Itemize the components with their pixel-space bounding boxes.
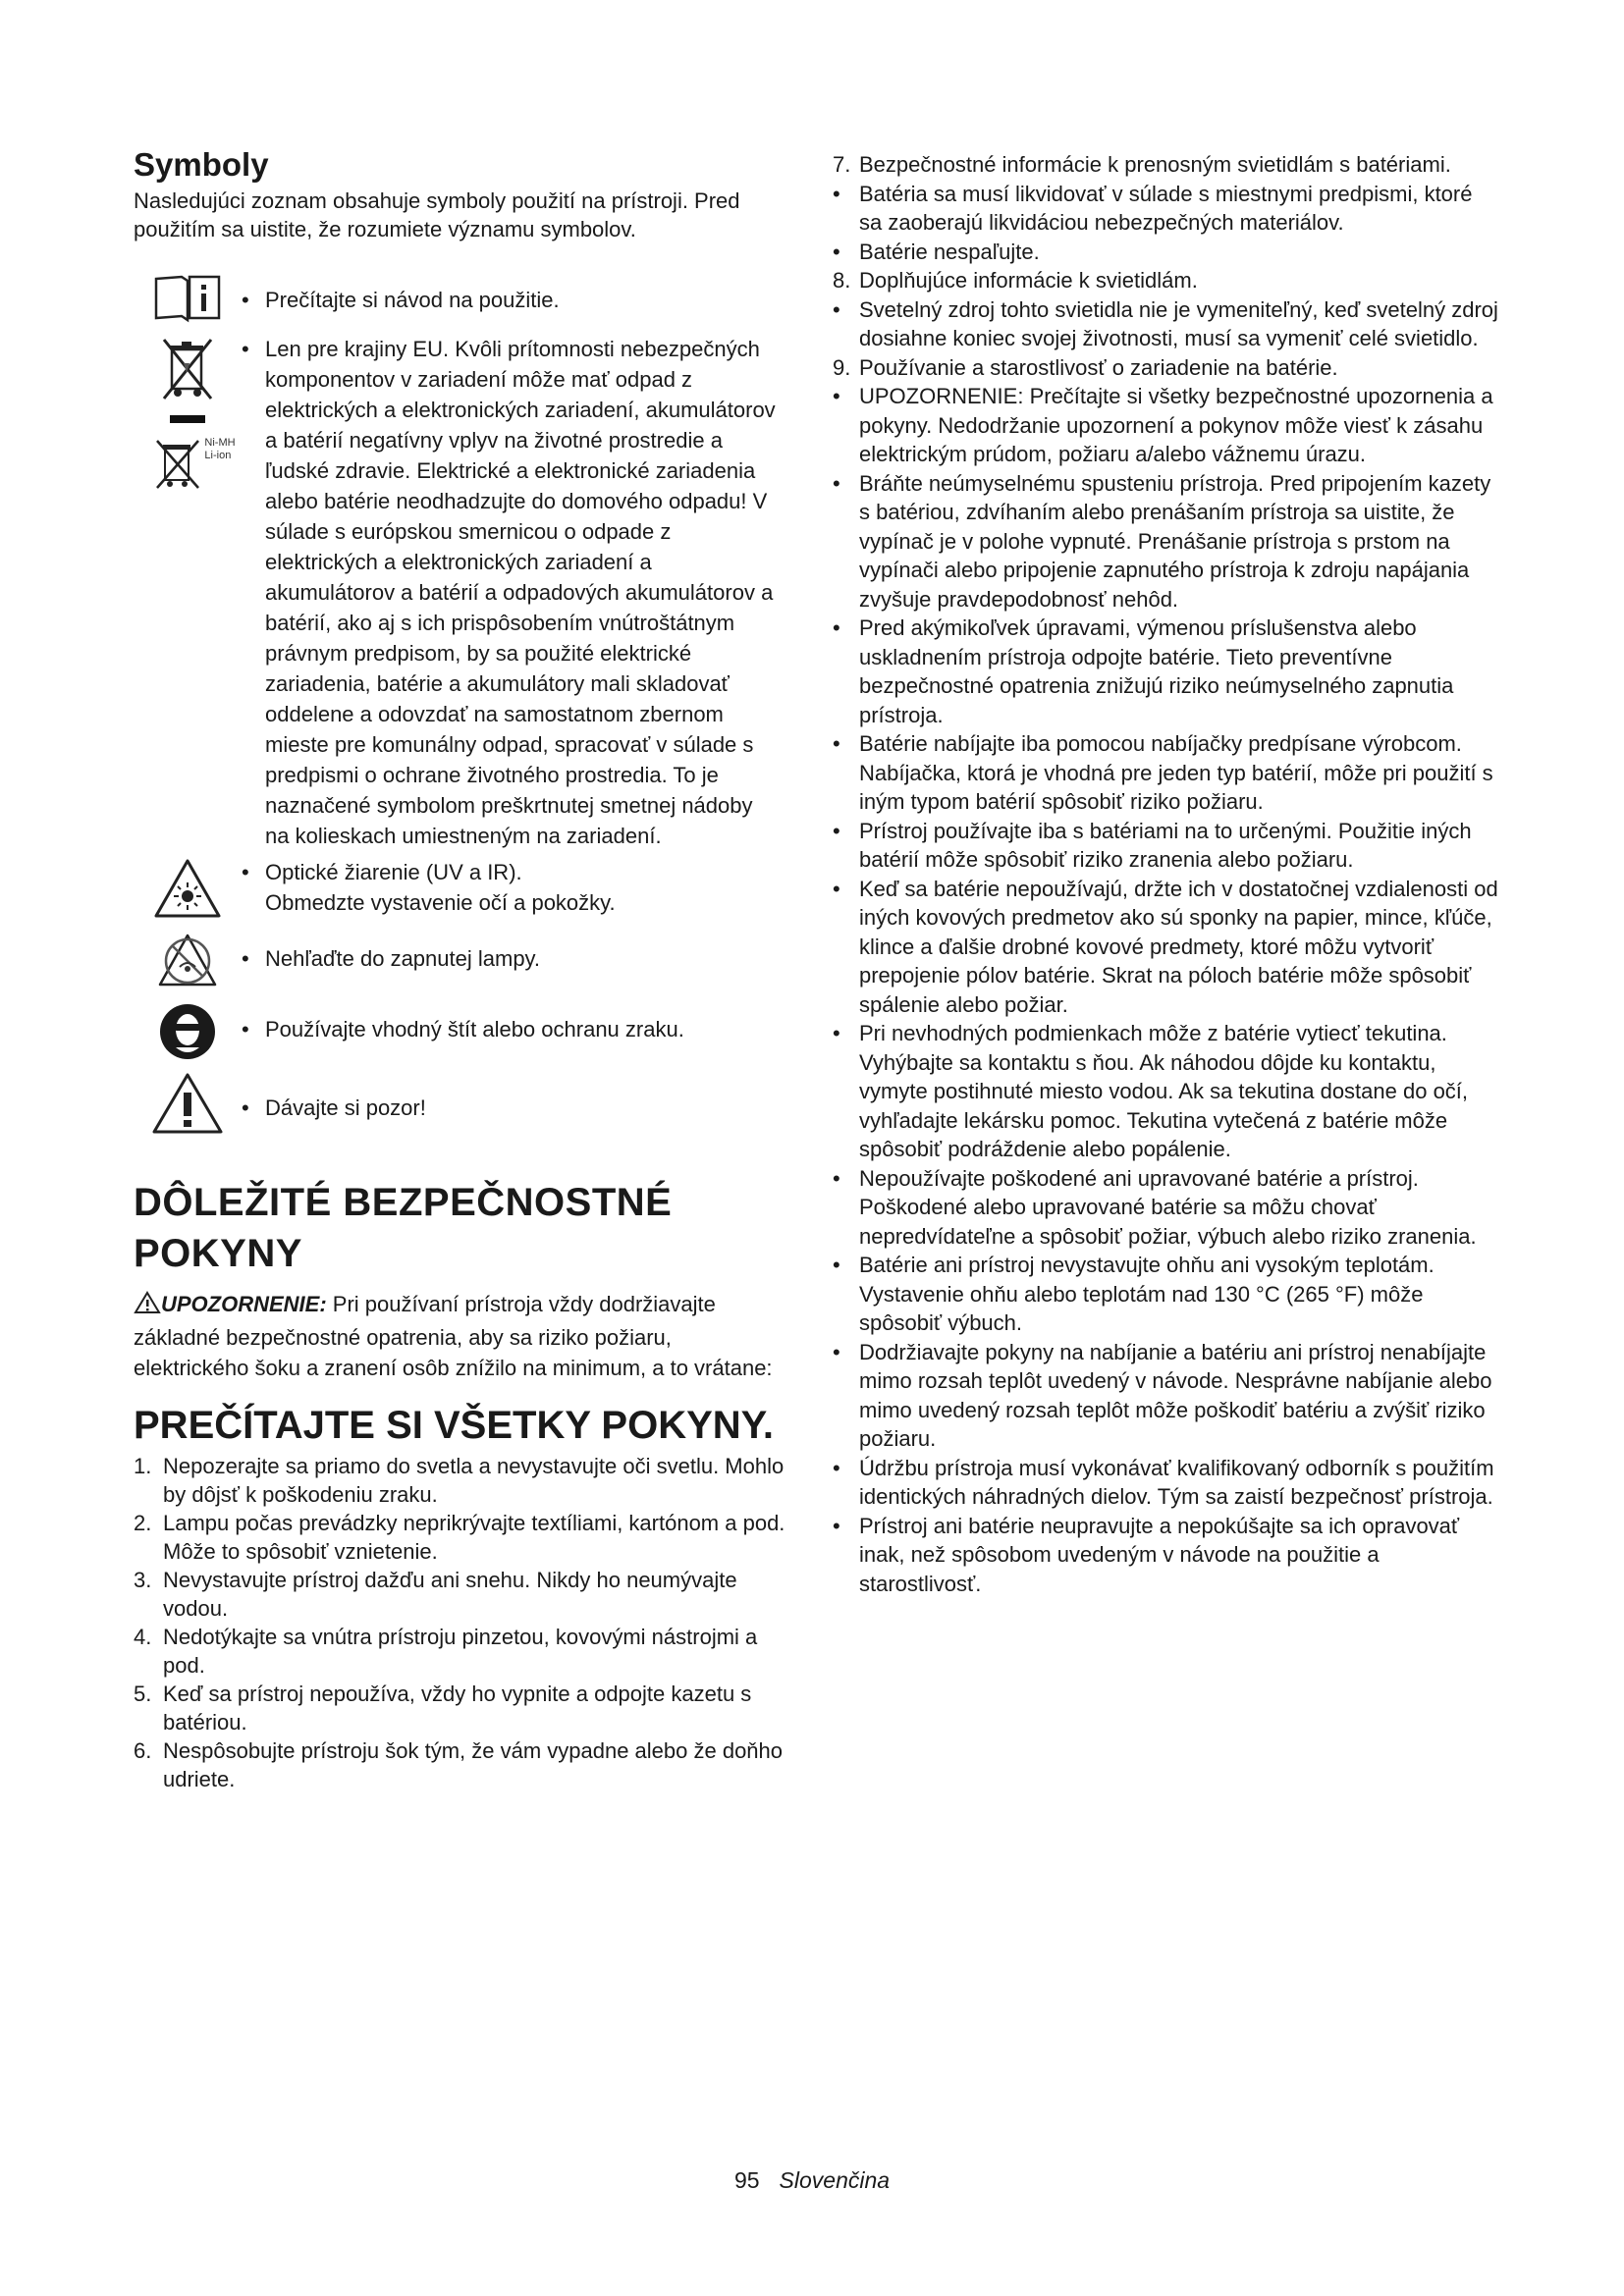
- symbol-row-weee: Ni-MH Li-ion • Len pre krajiny EU. Kvôli prítomnosti nebezpečných komponentov v zariadení môže mať odpad z elektrických a elektronických zariadení, akumulátorov a batérií negatívny vplyv na životné prostredie a ľudské zdravie. Elektrické a elektronické zariadenia alebo batérie neodhadzujte do domového odpadu! V súlade s európskou smernicou o odpade z elektrických a elektronických zariadení a akumulátorov a batérií a odpadových akumulátorov a batérií, ako aj s ich prispôsobením vnútroštátnym právnym predpisom, by sa použité elektrické zariadenia, batérie a akumulátory mali skladovať oddelene a odovzdať na samostatnom zbernom mieste pre komunálny odpad, spracovať v súlade s predpismi o ochrane životného prostredia. To je naznačené symbolom preškrtnutej smetnej nádoby na kolieskach umiestneným na zariadení.: [134, 334, 791, 851]
- list-item: • Svetelný zdroj tohto svietidla nie je vymeniteľný, keď svetelný zdroj dosiahne koniec svojej životnosti, musí sa vymeniť celé svietidlo.: [833, 296, 1498, 350]
- list-item: 2. Lampu počas prevádzky neprikrývajte textíliami, kartónom a pod. Môže to spôsobiť vznietenie.: [134, 1511, 785, 1565]
- no-stare-icon: [134, 930, 242, 992]
- symbol-text: Optické žiarenie (UV a IR).: [265, 860, 522, 885]
- list-item: • Prístroj ani batérie neupravujte a nepokúšajte sa ich opravovať inak, než spôsobom uvedeným v návode na použitie a starostlivosť.: [833, 1513, 1460, 1596]
- list-item: • Dodržiavajte pokyny na nabíjanie a batériu ani prístroj nenabíjajte mimo rozsah teplôt uvedený v návode. Nesprávne nabíjanie alebo mimo uvedený rozsah teplôt môže poškodiť batériu a zvýšiť riziko požiaru.: [833, 1339, 1492, 1451]
- ni-mh-label: Ni-MH: [204, 437, 236, 450]
- list-item: • UPOZORNENIE: Prečítajte si všetky bezpečnostné upozornenia a pokyny. Nedodržanie upozornení a pokynov môže viesť k zásahu elektrickým prúdom, požiaru a/alebo vážnemu úrazu.: [833, 384, 1493, 466]
- list-item: • Batérie nespaľujte.: [833, 239, 1040, 264]
- caution-icon: [134, 1071, 242, 1136]
- list-item: • Pri nevhodných podmienkach môže z batérie vytiecť tekutina. Vyhýbajte sa kontaktu s ňou. Ak náhodou dôjde ku kontaktu, vymyte postihnuté miesto vodou. Ak sa tekutina dostane do očí, vyhľadajte lekársku pomoc. Tekutina vytečená z batérie môže spôsobiť podráždenie alebo popálenie.: [833, 1021, 1469, 1161]
- list-item: • Prístroj používajte iba s batériami na to určenými. Použitie iných batérií môže spôsobiť riziko zranenia alebo požiaru.: [833, 818, 1472, 872]
- list-item: 6. Nespôsobujte prístroju šok tým, že vám vypadne alebo že doňho udriete.: [134, 1738, 784, 1792]
- safety-heading: DÔLEŽITÉ BEZPEČNOSTNÉ POKYNY: [134, 1181, 673, 1276]
- right-column: [833, 150, 1500, 1598]
- list-item: • Údržbu prístroja musí vykonávať kvalifikovaný odborník s použitím identických náhradných dielov. Tým sa zaistí bezpečnosť prístroja.: [833, 1455, 1494, 1509]
- li-ion-label: Li-ion: [204, 450, 232, 462]
- symbol-text: Len pre krajiny EU. Kvôli prítomnosti nebezpečných komponentov v zariadení môže mať odpad z elektrických a elektronických zariadení, akumulátorov a batérií negatívny vplyv na životné prostredie a ľudské zdravie. Elektrické a elektronické zariadenia alebo batérie neodhadzujte do domového odpadu! V súlade s európskou smernicou o odpade z elektrických a elektronických zariadení a akumulátorov a batérií a odpadových akumulátorov a batérií, ako aj s ich prispôsobením vnútroštátnym právnym predpisom, by sa použité elektrické zariadenia, batérie a akumulátory mali skladovať oddelene a odovzdať na samostatnom zbernom mieste pre komunálny odpad, spracovať v súlade s predpismi o ochrane životného prostredia. To je naznačené symbolom preškrtnutej smetnej nádoby na kolieskach umiestneným na zariadení.: [265, 337, 776, 849]
- face-shield-icon: [134, 1002, 242, 1061]
- symbol-row-optical: • Optické žiarenie (UV a IR). Obmedzte vystavenie očí a pokožky.: [134, 857, 791, 920]
- page-footer: [0, 2167, 1624, 2194]
- list-item: • Batérie ani prístroj nevystavujte ohňu ani vysokým teplotám. Vystavenie ohňu alebo teplotám nad 130 °C (265 °F) môže spôsobiť výbuch.: [833, 1253, 1435, 1335]
- symbol-text: Nehľaďte do zapnutej lampy.: [265, 946, 541, 972]
- weee-bar-icon: [170, 415, 205, 423]
- symbol-text: Prečítajte si návod na použitie.: [265, 288, 560, 313]
- symbols-heading: Symboly: [134, 146, 269, 183]
- left-column: [134, 147, 791, 1793]
- list-item: 7. Bezpečnostné informácie k prenosným svietidlám s batériami.: [833, 152, 1451, 177]
- symbol-row-no-stare: • Nehľaďte do zapnutej lampy.: [134, 930, 791, 992]
- list-item: • Batéria sa musí likvidovať v súlade s miestnymi predpismi, ktoré sa zaoberajú likvidáciou nebezpečných materiálov.: [833, 181, 1473, 235]
- battery-weee-icon: [153, 437, 202, 497]
- symbol-list: [134, 273, 791, 1136]
- list-item: 3. Nevystavujte prístroj dažďu ani snehu. Nikdy ho neumývajte vodou.: [134, 1568, 737, 1622]
- list-item: 5. Keď sa prístroj nepoužíva, vždy ho vypnite a odpojte kazetu s batériou.: [134, 1682, 752, 1735]
- warning-paragraph: [134, 1289, 791, 1383]
- manual-icon: [134, 273, 242, 324]
- warning-text: Pri používaní prístroja vždy dodržiavajte základné bezpečnostné opatrenia, aby sa riziko požiaru, elektrického šoku a zranení osôb znížilo na minimum, a to vrátane:: [134, 1292, 773, 1381]
- symbol-row-caution: • Dávajte si pozor!: [134, 1071, 791, 1136]
- list-item: • Nepoužívajte poškodené ani upravované batérie a prístroj. Poškodené alebo upravované batérie sa môžu chovať nepredvídateľne a spôsobiť požiar, výbuch alebo riziko zranenia.: [833, 1165, 1477, 1249]
- list-item: 1. Nepozerajte sa priamo do svetla a nevystavujte oči svetlu. Mohlo by dôjsť k poškodeniu zraku.: [134, 1454, 785, 1508]
- numbered-list: [134, 1452, 791, 1793]
- list-item: 9. Používanie a starostlivosť o zariadenie na batérie.: [833, 354, 1338, 380]
- list-item: • Bráňte neúmyselnému spusteniu prístroja. Pred pripojením kazety s batériou, zdvíhaním alebo prenášaním prístroja sa uistite, že vypínač je v polohe vypnuté. Prenášanie prístroja s prstom na vypínači alebo pripojenie zapnutého prístroja k zdroju napájania zvyšuje pravdepodobnosť nehôd.: [833, 470, 1491, 612]
- read-all-heading: PREČÍTAJTE SI VŠETKY POKYNY.: [134, 1404, 775, 1448]
- symbol-row-manual: • Prečítajte si návod na použitie.: [134, 273, 791, 324]
- symbol-row-face-shield: • Používajte vhodný štít alebo ochranu zraku.: [134, 1002, 791, 1061]
- page-number: 95: [733, 2167, 760, 2193]
- warning-label: UPOZORNENIE:: [161, 1292, 327, 1317]
- weee-bin-icon: [158, 334, 217, 409]
- footer-language: Slovenčina: [779, 2167, 891, 2193]
- symbol-text-2: Obmedzte vystavenie očí a pokožky.: [265, 890, 616, 916]
- list-item: • Batérie nabíjajte iba pomocou nabíjačky predpísane výrobcom. Nabíjačka, ktorá je vhodná pre jeden typ batérií, môže pri použití s iným typom batérií spôsobiť riziko požiaru.: [833, 731, 1493, 814]
- symbol-text: Používajte vhodný štít alebo ochranu zraku.: [265, 1017, 684, 1042]
- warning-triangle-icon: [134, 1291, 161, 1322]
- list-item: • Pred akýmikoľvek úpravami, výmenou príslušenstva alebo uskladnením prístroja odpojte batérie. Tieto preventívne bezpečnostné opatrenia znižujú riziko neúmyselného zapnutia prístroja.: [833, 615, 1454, 727]
- optical-radiation-icon: [134, 857, 242, 920]
- list-item: 8. Doplňujúce informácie k svietidlám.: [833, 268, 1198, 293]
- symbols-intro: Nasledujúci zoznam obsahuje symboly použití na prístroji. Pred použitím sa uistite, že rozumiete významu symbolov.: [134, 188, 740, 242]
- symbol-text: Dávajte si pozor!: [265, 1095, 426, 1121]
- list-item: 4. Nedotýkajte sa vnútra prístroju pinzetou, kovovými nástrojmi a pod.: [134, 1625, 758, 1679]
- list-item: • Keď sa batérie nepoužívajú, držte ich v dostatočnej vzdialenosti od iných kovových predmetov ako sú sponky na papier, mince, kľúče, klince a ďalšie drobné kovové predmety, ktoré môžu vytvoriť prepojenie pólov batérie. Skrat na póloch batérie môže spôsobiť spálenie alebo požiar.: [833, 876, 1498, 1017]
